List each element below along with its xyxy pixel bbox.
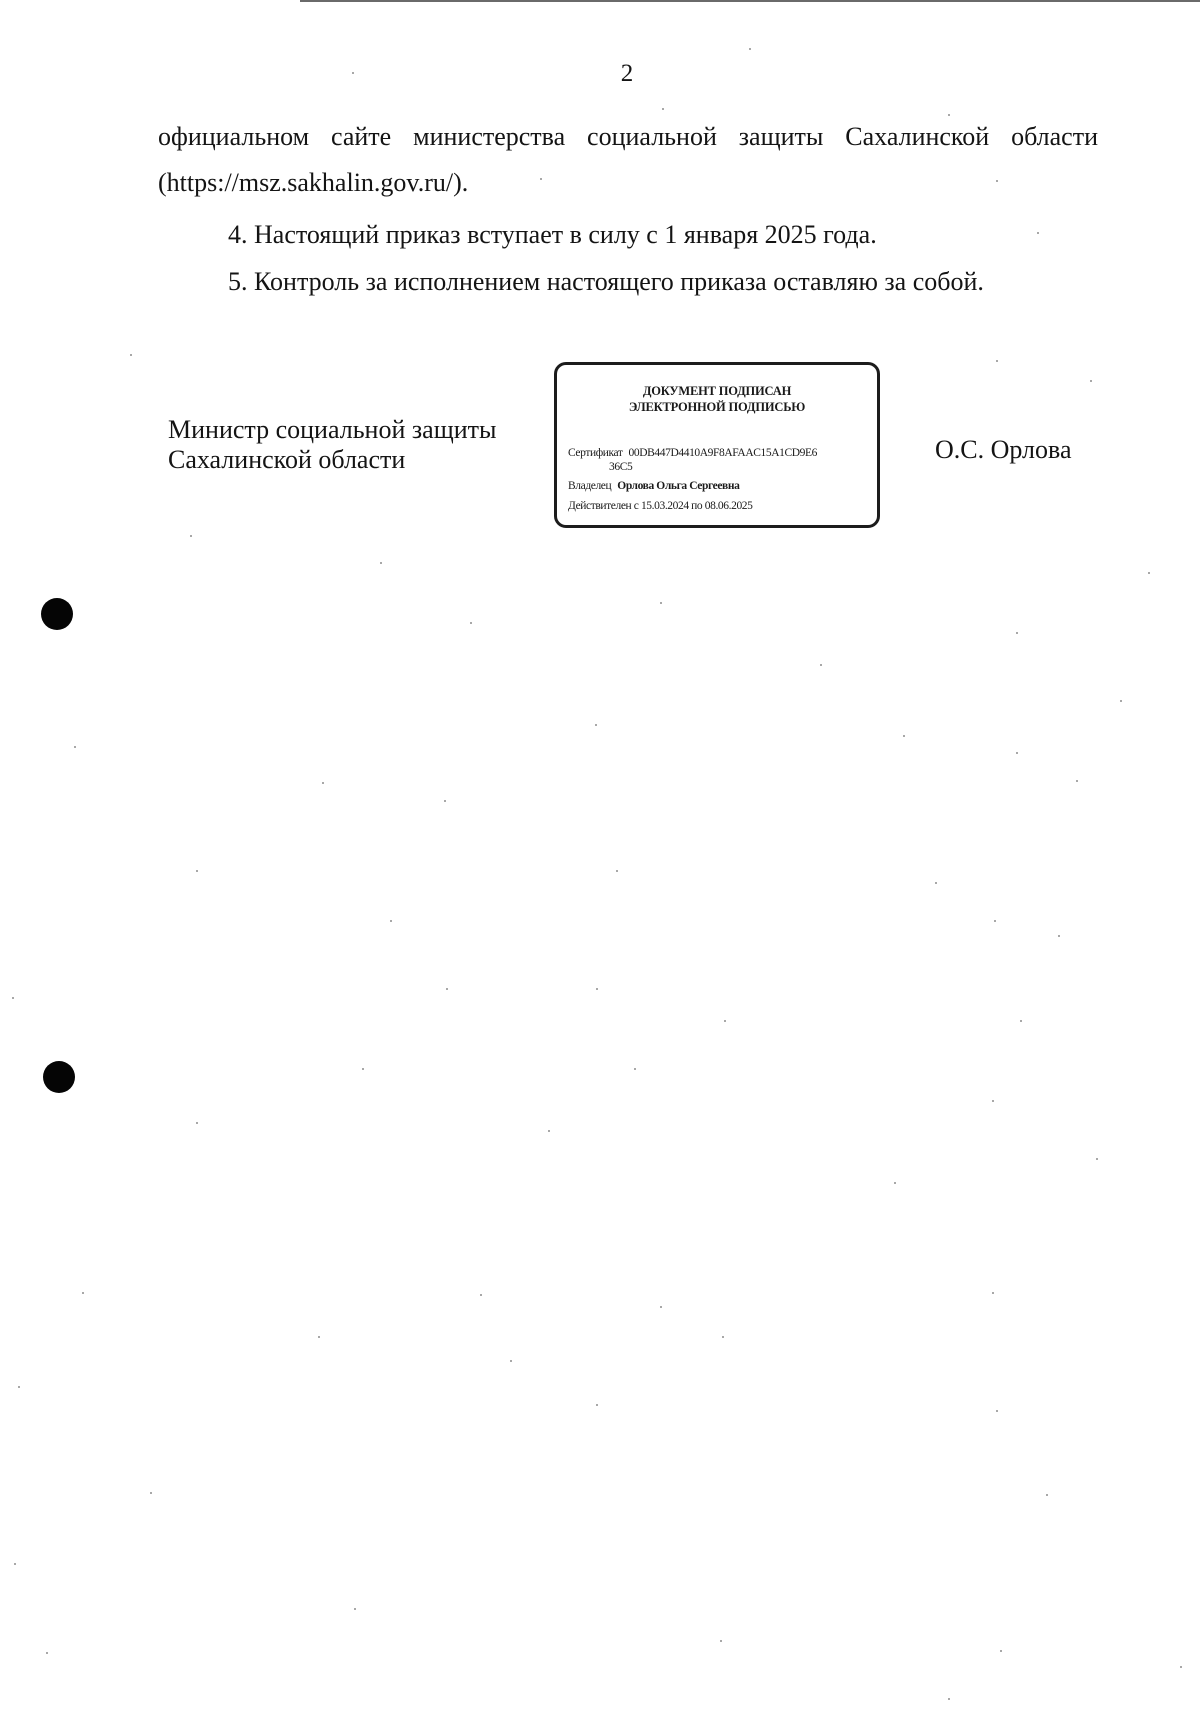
stamp-header-line-1: ДОКУМЕНТ ПОДПИСАН xyxy=(642,384,792,398)
stamp-validity: Действителен с 15.03.2024 по 08.06.2025 xyxy=(568,500,753,512)
stamp-certificate-value: 00DB447D4410A9F8AFAAC15A1CD9E6 xyxy=(628,447,817,459)
punch-hole-bottom xyxy=(43,1061,75,1093)
signer-position xyxy=(168,415,496,475)
page-number: 2 xyxy=(620,60,634,87)
stamp-certificate-value-continuation: 36C5 xyxy=(609,461,633,473)
stamp-owner-label: Владелец xyxy=(568,480,612,492)
paragraph-continuation-line-1: официальном сайте министерства социальной защиты Сахалинской области xyxy=(158,122,1098,151)
punch-hole-top xyxy=(41,598,73,630)
order-item-5: 5. Контроль за исполнением настоящего приказа оставляю за собой. xyxy=(228,267,984,296)
stamp-header xyxy=(557,383,877,415)
stamp-owner-value: Орлова Ольга Сергеевна xyxy=(617,480,740,492)
stamp-certificate-row xyxy=(568,446,817,460)
signer-position-line-2: Сахалинской области xyxy=(168,445,406,474)
signer-name: О.С. Орлова xyxy=(935,435,1072,464)
stamp-owner-row xyxy=(568,479,739,493)
scan-top-edge xyxy=(300,0,1200,2)
stamp-certificate-label: Сертификат xyxy=(568,447,623,459)
electronic-signature-stamp xyxy=(554,362,880,528)
order-item-4: 4. Настоящий приказ вступает в силу с 1 января 2025 года. xyxy=(228,220,877,249)
stamp-header-line-2: ЭЛЕКТРОННОЙ ПОДПИСЬЮ xyxy=(628,400,806,414)
paragraph-continuation-line-2: (https://msz.sakhalin.gov.ru/). xyxy=(158,168,469,197)
signer-position-line-1: Министр социальной защиты xyxy=(168,415,497,444)
